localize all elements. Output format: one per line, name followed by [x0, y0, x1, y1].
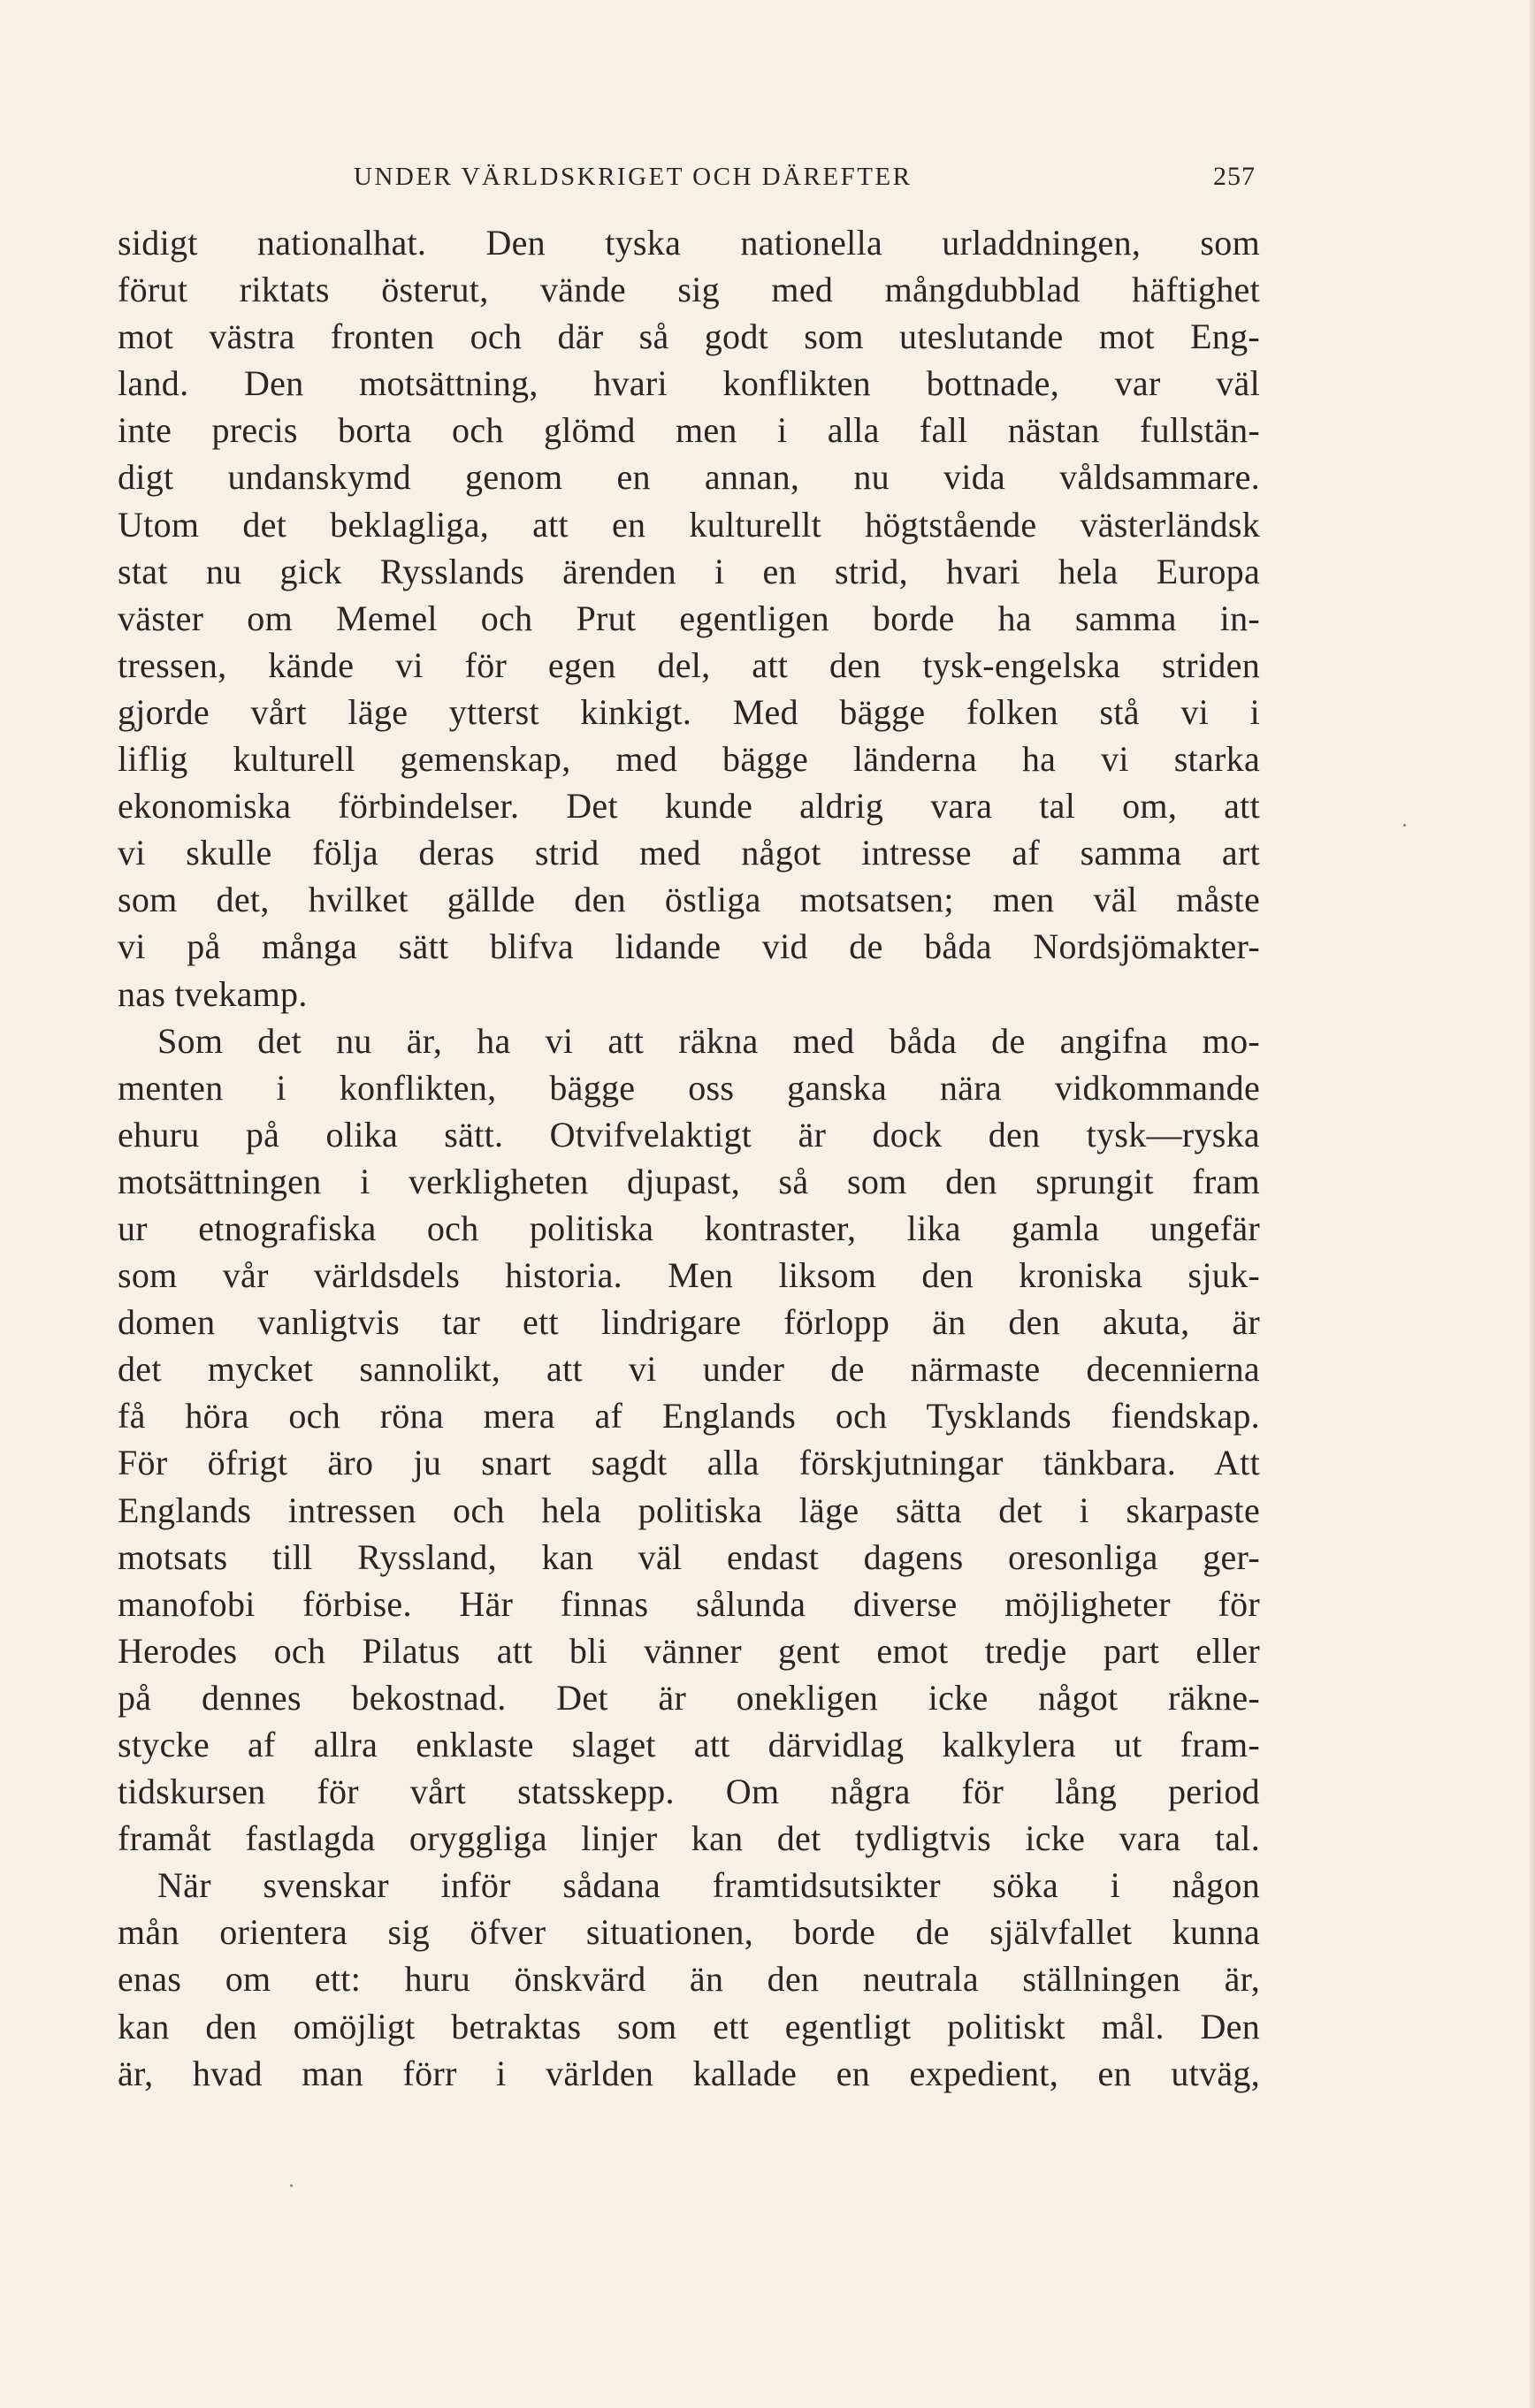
text-line: mot västra fronten och där så godt som uteslutande mot Eng- [118, 316, 1260, 357]
text-line: motsättningen i verkligheten djupast, så som den sprungit fram [118, 1161, 1260, 1201]
text-line: land. Den motsättning, hvari konflikten bottnade, var väl [118, 363, 1260, 404]
text-line: Utom det beklagliga, att en kulturellt högtstående västerländsk [118, 504, 1260, 545]
text-line: motsats till Ryssland, kan väl endast dagens oresonliga ger- [118, 1536, 1260, 1577]
text-line: det mycket sannolikt, att vi under de närmaste decennierna [118, 1349, 1260, 1390]
text-line: stat nu gick Rysslands ärenden i en strid, hvari hela Europa [118, 551, 1260, 591]
text-line: sidigt nationalhat. Den tyska nationella urladdningen, som [118, 223, 1260, 263]
text-line: liflig kulturell gemenskap, med bägge länderna ha vi starka [118, 739, 1260, 780]
text-line: Englands intressen och hela politiska läge sätta det i skarpaste [118, 1490, 1260, 1530]
text-line: förut riktats österut, vände sig med mångdubblad häftighet [118, 270, 1260, 310]
text-line: När svenskar inför sådana framtidsutsikter söka i någon [157, 1865, 1260, 1906]
text-line: digt undanskymd genom en annan, nu vida våldsammare. [118, 457, 1260, 498]
running-header [354, 155, 1256, 199]
text-line: tressen, kände vi för egen del, att den tysk-engelska striden [118, 644, 1260, 685]
text-line: stycke af allra enklaste slaget att därvidlag kalkylera ut fram- [118, 1725, 1260, 1764]
text-line: vi skulle följa deras strid med något intresse af samma art [118, 833, 1260, 873]
text-line: framåt fastlagda oryggliga linjer kan det tydligtvis icke vara tal. [118, 1818, 1260, 1859]
text-line: mån orientera sig öfver situationen, borde de självfallet kunna [118, 1912, 1260, 1953]
text-line: manofobi förbise. Här finnas sålunda diverse möjligheter för [118, 1583, 1260, 1624]
text-line: som det, hvilket gällde den östliga motsatsen; men väl måste [118, 880, 1260, 920]
text-line: är, hvad man förr i världen kallade en expedient, en utväg, [118, 2053, 1260, 2093]
text-line: tidskursen för vårt statsskepp. Om några för lång period [118, 1772, 1260, 1812]
text-line: Som det nu är, ha vi att räkna med båda de angifna mo- [157, 1020, 1260, 1061]
page-number: 257 [1213, 162, 1256, 191]
text-line: enas om ett: huru önskvärd än den neutrala ställningen är, [118, 1959, 1260, 2000]
text-line: Herodes och Pilatus att bli vänner gent emot tredje part eller [118, 1630, 1260, 1671]
text-line: som vår världsdels historia. Men liksom den kroniska sjuk- [118, 1255, 1260, 1296]
text-line: ehuru på olika sätt. Otvifvelaktigt är dock den tysk—ryska [118, 1114, 1260, 1154]
text-line: vi på många sätt blifva lidande vid de båda Nordsjömakter- [118, 926, 1260, 967]
text-line: väster om Memel och Prut egentligen borde ha samma in- [118, 598, 1260, 638]
text-line: ur etnografiska och politiska kontraster, lika gamla ungefär [118, 1208, 1260, 1248]
page-edge [1530, 0, 1535, 2408]
paper-speck [290, 2184, 293, 2187]
text-line: menten i konflikten, bägge oss ganska nära vidkommande [118, 1067, 1260, 1108]
text-line: domen vanligtvis tar ett lindrigare förlopp än den akuta, är [118, 1302, 1260, 1343]
text-line: inte precis borta och glömd men i alla fall nästan fullstän- [118, 410, 1260, 451]
text-line: nas tvekamp. [118, 973, 308, 1014]
paper-speck [1403, 824, 1406, 827]
text-line: ekonomiska förbindelser. Det kunde aldrig vara tal om, att [118, 786, 1260, 827]
text-line: få höra och röna mera af Englands och Tysklands fiendskap. [118, 1396, 1260, 1436]
text-line: För öfrigt äro ju snart sagdt alla förskjutningar tänkbara. Att [118, 1443, 1260, 1483]
body-text [118, 219, 1260, 2097]
text-line: på dennes bekostnad. Det är onekligen icke något räkne- [118, 1677, 1260, 1718]
running-head-title: UNDER VÄRLDSKRIGET OCH DÄREFTER [354, 163, 913, 191]
text-line: kan den omöjligt betraktas som ett egentligt politiskt mål. Den [118, 2006, 1260, 2046]
text-line: gjorde vårt läge ytterst kinkigt. Med bägge folken stå vi i [118, 691, 1260, 732]
